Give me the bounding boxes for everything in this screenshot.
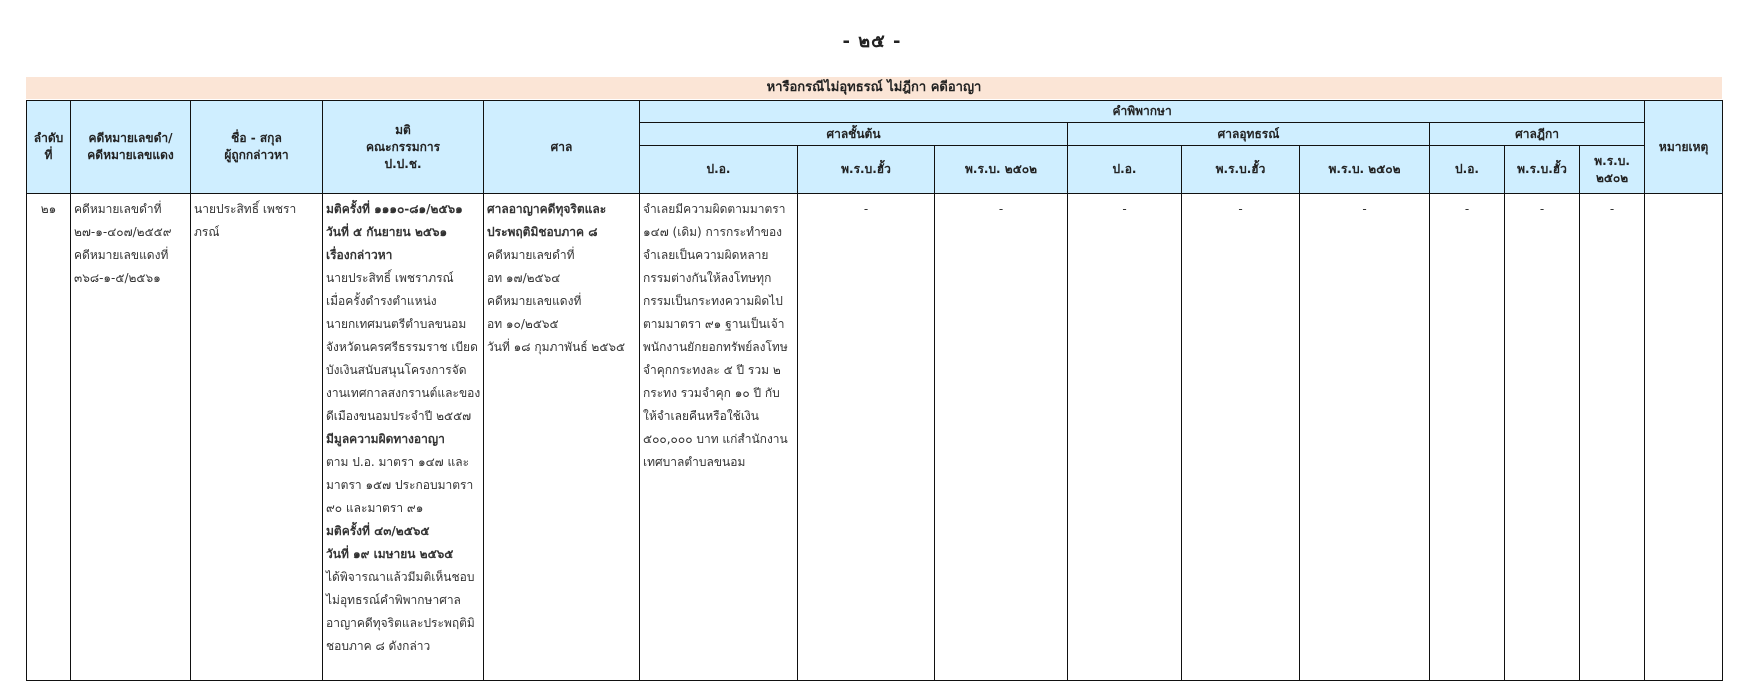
- cell-case-number: คดีหมายเลขดำที่ ๒๗-๑-๔๐๗/๒๕๕๙ คดีหมายเลขแดงที่ ๓๖๘-๑-๕/๒๕๖๑: [71, 194, 191, 681]
- header-appeal-prb-old: พ.ร.บ.ฮั้ว: [1182, 146, 1300, 194]
- section-title: หารือกรณีไม่อุทธรณ์ ไม่ฎีกา คดีอาญา: [26, 77, 1722, 99]
- cell-appeal-prb-2502: -: [1300, 194, 1430, 681]
- header-supreme-po: ป.อ.: [1430, 146, 1505, 194]
- header-appeal-po: ป.อ.: [1068, 146, 1182, 194]
- header-first-prb-2502: พ.ร.บ. ๒๕๐๒: [935, 146, 1068, 194]
- header-case-number: คดีหมายเลขดำ/ คดีหมายเลขแดง: [71, 101, 191, 194]
- cell-accused: นายประสิทธิ์ เพชรา ภรณ์: [191, 194, 323, 681]
- header-court: ศาล: [484, 101, 640, 194]
- cell-supreme-prb-2502: -: [1580, 194, 1645, 681]
- header-first-po: ป.อ.: [640, 146, 798, 194]
- cell-first-po: จำเลยมีความผิดตามมาตรา ๑๔๗ (เดิม) การกระทำของ จำเลยเป็นความผิดหลาย กรรมต่างกันให้ลงโทษทุก กรรมเป็นกระทงความผิดไป ตามมาตรา ๙๑ ฐานเป็นเจ้า พนักงานยักยอกทรัพย์ลงโทษ จำคุกกระทงละ ๕ ปี รวม ๒ กระทง รวมจำคุก ๑๐ ปี กับ ให้จำเลยคืนหรือใช้เงิน ๕๐๐,๐๐๐ บาท แก่สำนักงาน เทศบาลตำบลขนอม: [640, 194, 798, 681]
- case-table: [26, 100, 1723, 681]
- header-appeal-prb-2502: พ.ร.บ. ๒๕๐๒: [1300, 146, 1430, 194]
- header-supreme-prb-old: พ.ร.บ.ฮั้ว: [1505, 146, 1580, 194]
- table-row: [27, 194, 1723, 681]
- cell-order: ๒๑: [27, 194, 71, 681]
- page-number: - ๒๕ -: [842, 31, 902, 52]
- cell-resolution: มติครั้งที่ ๑๑๑๐-๘๑/๒๕๖๑ วันที่ ๕ กันยายน ๒๕๖๑ เรื่องกล่าวหา นายประสิทธิ์ เพชราภรณ์ เมื่อครั้งดำรงตำแหน่ง นายกเทศมนตรีตำบลขนอม จังหวัดนครศรีธรรมราช เบียด บังเงินสนับสนุนโครงการจัด งานเทศกาลสงกรานต์และของ ดีเมืองขนอมประจำปี ๒๕๕๗ มีมูลความผิดทางอาญา ตาม ป.อ. มาตรา ๑๔๗ และ มาตรา ๑๕๗ ประกอบมาตรา ๙๐ และมาตรา ๙๑ มติครั้งที่ ๔๓/๒๕๖๕ วันที่ ๑๙ เมษายน ๒๕๖๕ ได้พิจารณาแล้วมีมติเห็นชอบ ไม่อุทธรณ์คำพิพากษาศาล อาญาคดีทุจริตและประพฤติมิ ชอบภาค ๘ ดังกล่าว: [323, 194, 484, 681]
- cell-appeal-prb-old: -: [1182, 194, 1300, 681]
- header-supreme-prb-2502: พ.ร.บ. ๒๕๐๒: [1580, 146, 1645, 194]
- cell-court: ศาลอาญาคดีทุจริตและ ประพฤติมิชอบภาค ๘ คดีหมายเลขดำที่ อท ๑๗/๒๕๖๔ คดีหมายเลขแดงที่ อท ๑๐/๒๕๖๕ วันที่ ๑๘ กุมภาพันธ์ ๒๕๖๕: [484, 194, 640, 681]
- header-appeal-court: ศาลอุทธรณ์: [1068, 123, 1430, 146]
- cell-supreme-prb-old: -: [1505, 194, 1580, 681]
- header-first-prb-old: พ.ร.บ.ฮั้ว: [798, 146, 935, 194]
- header-accused: ชื่อ - สกุล ผู้ถูกกล่าวหา: [191, 101, 323, 194]
- header-resolution: มติ คณะกรรมการ ป.ป.ช.: [323, 101, 484, 194]
- cell-first-prb-2502: -: [935, 194, 1068, 681]
- header-supreme-court: ศาลฎีกา: [1430, 123, 1645, 146]
- header-first-court: ศาลชั้นต้น: [640, 123, 1068, 146]
- cell-appeal-po: -: [1068, 194, 1182, 681]
- cell-first-prb-old: -: [798, 194, 935, 681]
- header-order: ลำดับ ที่: [27, 101, 71, 194]
- cell-supreme-po: -: [1430, 194, 1505, 681]
- header-remarks: หมายเหตุ: [1645, 101, 1723, 194]
- header-judgment: คำพิพากษา: [640, 101, 1645, 123]
- cell-remarks: [1645, 194, 1723, 681]
